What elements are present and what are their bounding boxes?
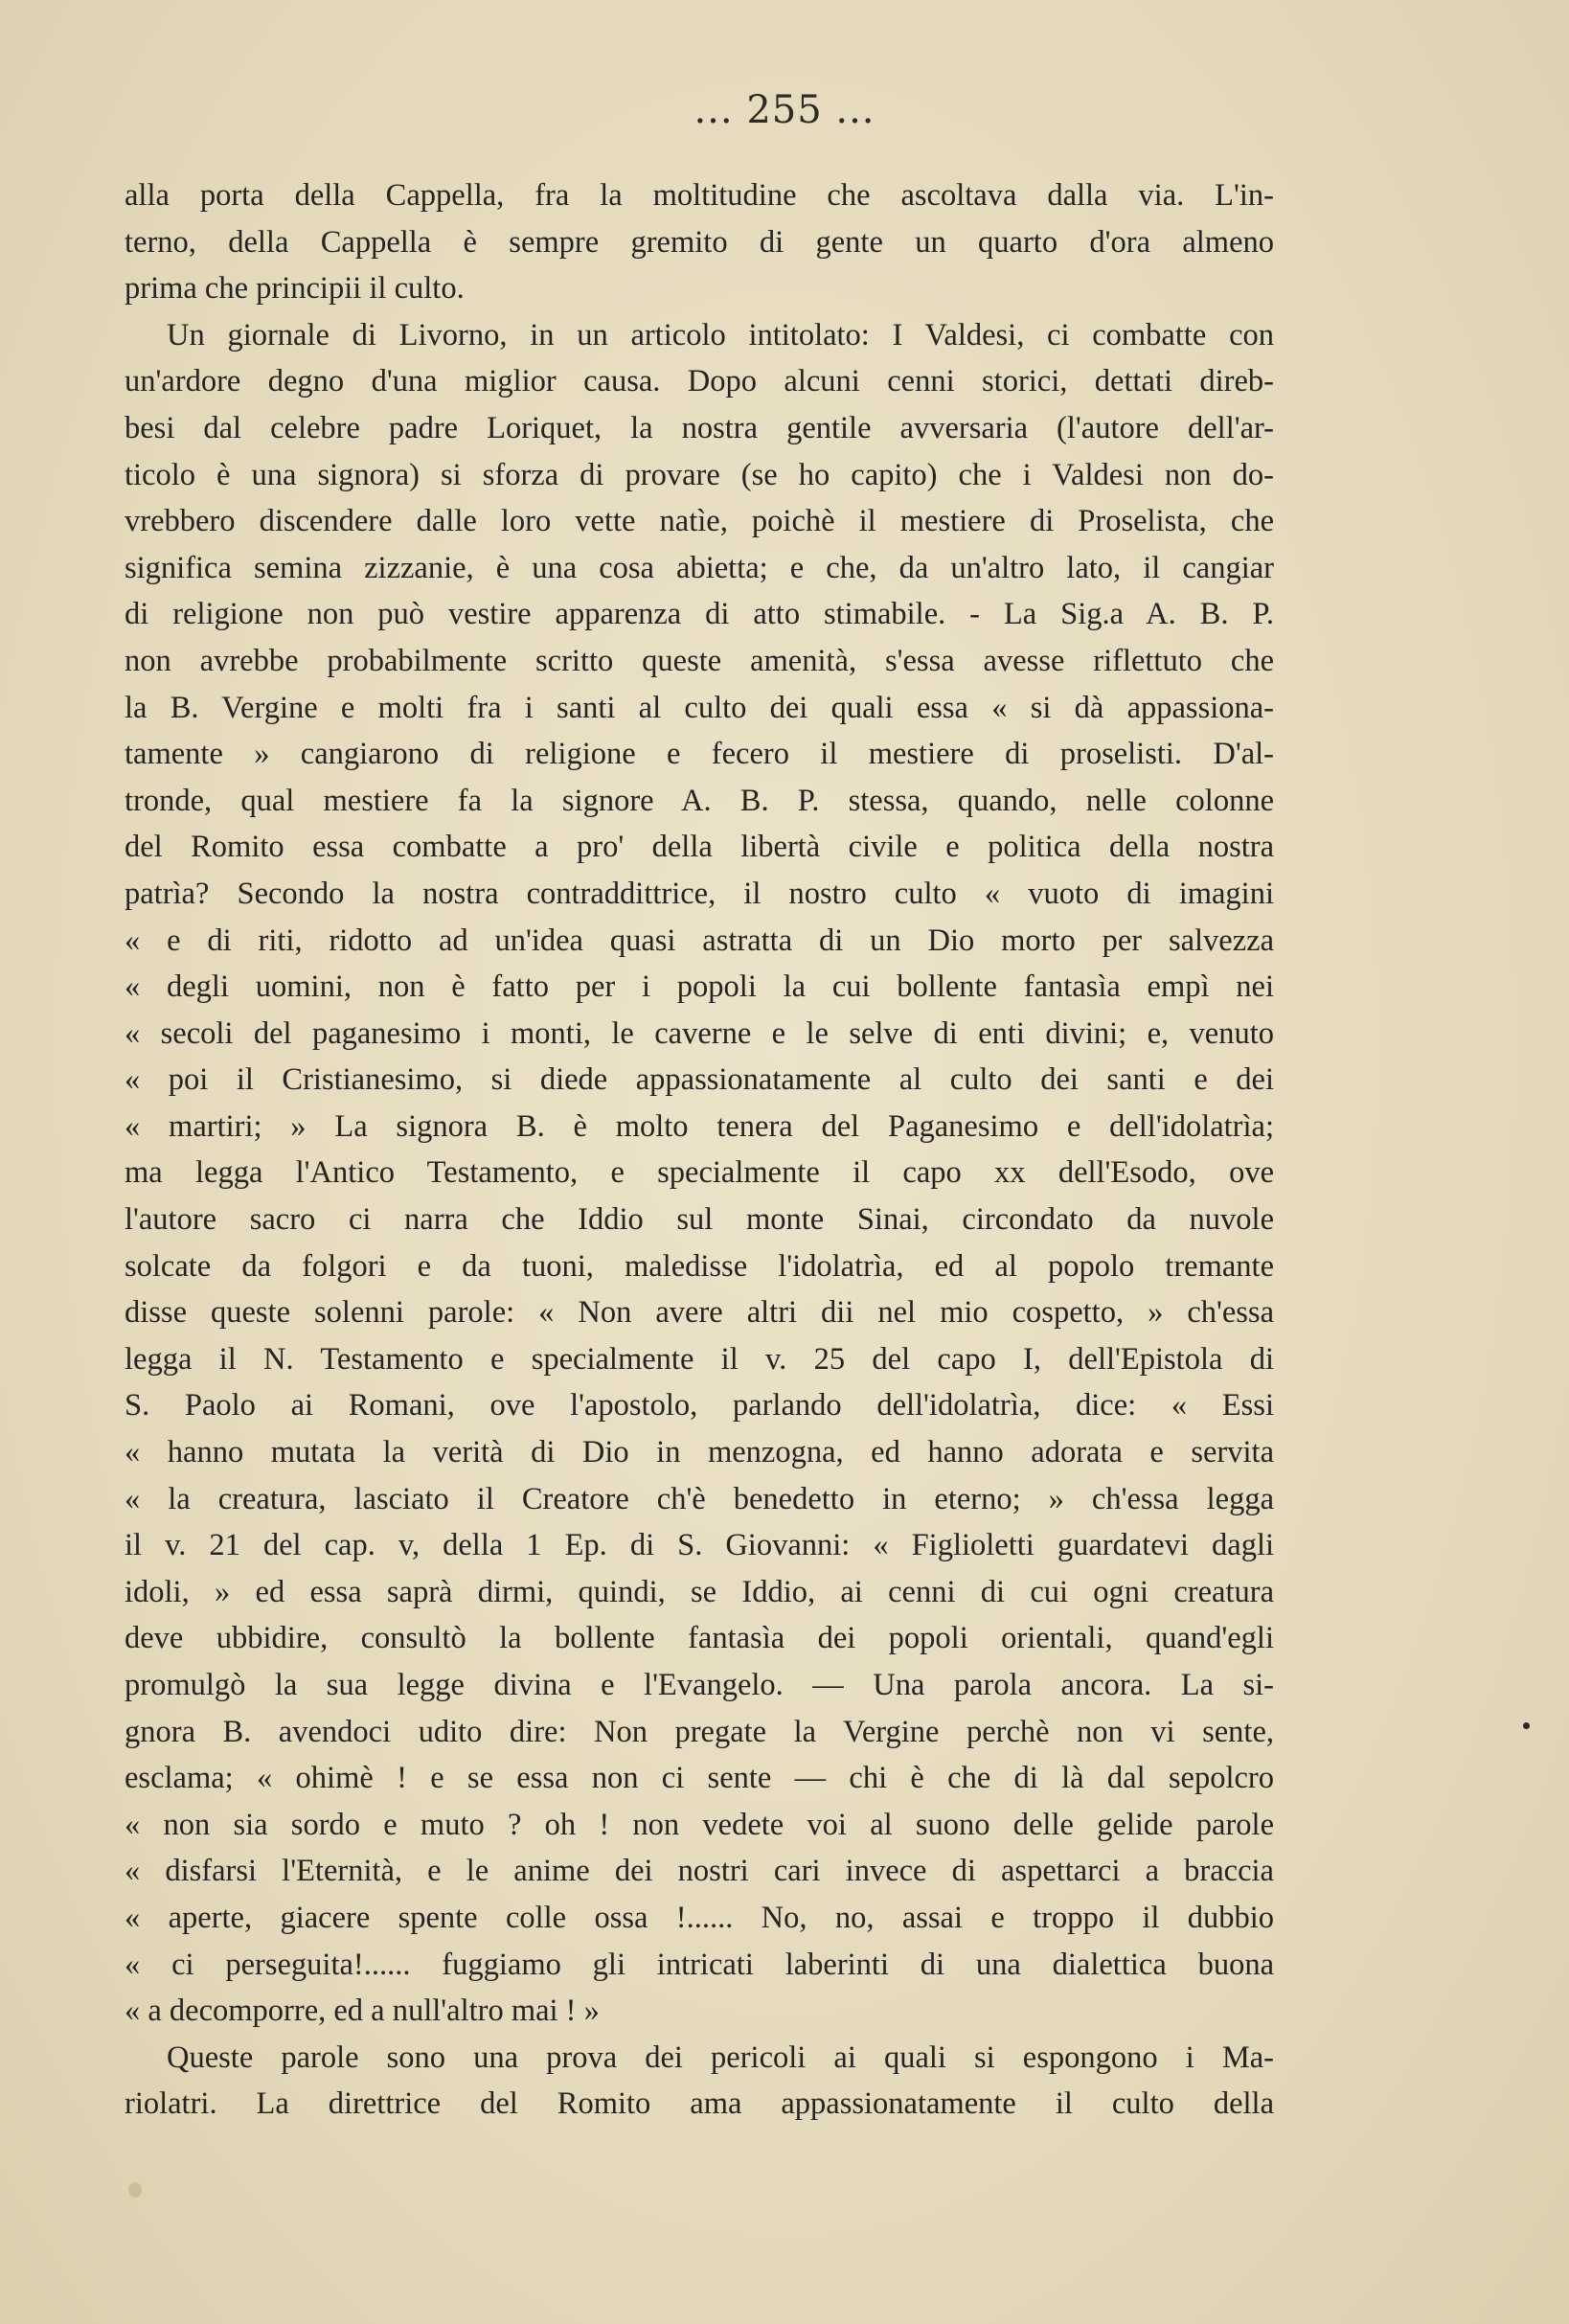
text-line: Queste parole sono una prova dei pericoli ai quali si espongono i Ma- (167, 2039, 1274, 2075)
text-line: patrìa? Secondo la nostra contraddittrice, il nostro culto « vuoto di imagini (125, 876, 1274, 911)
text-line: « disfarsi l'Eternità, e le anime dei nostri cari invece di aspettarci a braccia (125, 1854, 1274, 1889)
text-line: « aperte, giacere spente colle ossa !...... No, no, assai e troppo il dubbio (125, 1900, 1274, 1935)
text-line: promulgò la sua legge divina e l'Evangelo. — Una parola ancora. La si- (125, 1668, 1274, 1702)
text-line: esclama; « ohimè ! e se essa non ci sente — chi è che di là dal sepolcro (125, 1761, 1274, 1796)
page-number: ... 255 ... (694, 88, 875, 132)
text-line: un'ardore degno d'una miglior causa. Dopo alcuni cenni storici, dettati direb- (125, 364, 1274, 399)
text-line: ticolo è una signora) si sforza di provare (se ho capito) che i Valdesi non do- (125, 457, 1274, 492)
text-line: « degli uomini, non è fatto per i popoli la cui bollente fantasìa empì nei (125, 969, 1274, 1005)
text-line: deve ubbidire, consultò la bollente fantasìa dei popoli orientali, quand'egli (125, 1621, 1274, 1656)
text-line: alla porta della Cappella, fra la moltitudine che ascoltava dalla via. L'in- (125, 178, 1274, 213)
text-line: « non sia sordo e muto ? oh ! non vedete voi al suono delle gelide parole (125, 1807, 1274, 1842)
text-line: « secoli del paganesimo i monti, le caverne e le selve di enti divini; e, venuto (125, 1015, 1274, 1051)
text-line: significa semina zizzanie, è una cosa abietta; e che, da un'altro lato, il cangiar (125, 550, 1274, 585)
text-line: tronde, qual mestiere fa la signore A. B. P. stessa, quando, nelle colonne (125, 783, 1274, 818)
text-line: « a decomporre, ed a null'altro mai ! » (125, 1994, 600, 2029)
text-line: ma legga l'Antico Testamento, e specialmente il capo xx dell'Esodo, ove (125, 1155, 1274, 1191)
text-line: besi dal celebre padre Loriquet, la nostra gentile avversaria (l'autore dell'ar- (125, 410, 1274, 445)
margin-dot (1523, 1722, 1530, 1729)
text-line: non avrebbe probabilmente scritto queste amenità, s'essa avesse riflettuto che (125, 643, 1274, 678)
text-line: S. Paolo ai Romani, ove l'apostolo, parlando dell'idolatrìa, dice: « Essi (125, 1388, 1274, 1424)
paper-stain (128, 2182, 142, 2198)
text-line: « hanno mutata la verità di Dio in menzogna, ed hanno adorata e servita (125, 1435, 1274, 1470)
text-line: legga il N. Testamento e specialmente il v. 25 del capo I, dell'Epistola di (125, 1341, 1274, 1377)
text-line: tamente » cangiarono di religione e fecero il mestiere di proselisti. D'al- (125, 737, 1274, 772)
text-line: il v. 21 del cap. v, della 1 Ep. di S. Giovanni: « Figlioletti guardatevi dagli (125, 1528, 1274, 1563)
text-line: l'autore sacro ci narra che Iddio sul monte Sinai, circondato da nuvole (125, 1202, 1274, 1238)
text-line: di religione non può vestire apparenza di atto stimabile. - La Sig.a A. B. P. (125, 597, 1274, 632)
text-line: « e di riti, ridotto ad un'idea quasi astratta di un Dio morto per salvezza (125, 923, 1274, 958)
text-line: « martiri; » La signora B. è molto tenera del Paganesimo e dell'idolatrìa; (125, 1108, 1274, 1144)
text-line: solcate da folgori e da tuoni, maledisse l'idolatrìa, ed al popolo tremante (125, 1248, 1274, 1284)
text-line: « ci perseguita!...... fuggiamo gli intricati laberinti di una dialettica buona (125, 1947, 1274, 1982)
text-line: terno, della Cappella è sempre gremito di gente un quarto d'ora almeno (125, 224, 1274, 260)
text-line: la B. Vergine e molti fra i santi al culto dei quali essa « si dà appassiona- (125, 690, 1274, 725)
text-line: vrebbero discendere dalle loro vette natìe, poichè il mestiere di Proselista, che (125, 504, 1274, 539)
text-line: prima che principii il culto. (125, 271, 465, 307)
text-line: riolatri. La direttrice del Romito ama appassionatamente il culto della (125, 2086, 1274, 2122)
text-line: gnora B. avendoci udito dire: Non pregate la Vergine perchè non vi sente, (125, 1714, 1274, 1749)
text-line: Un giornale di Livorno, in un articolo intitolato: I Valdesi, ci combatte con (167, 317, 1274, 353)
text-line: idoli, » ed essa saprà dirmi, quindi, se Iddio, ai cenni di cui ogni creatura (125, 1574, 1274, 1609)
text-line: « poi il Cristianesimo, si diede appassionatamente al culto dei santi e dei (125, 1062, 1274, 1098)
text-line: disse queste solenni parole: « Non avere altri dii nel mio cospetto, » ch'essa (125, 1295, 1274, 1331)
body-text (125, 172, 1274, 2128)
text-line: del Romito essa combatte a pro' della libertà civile e politica della nostra (125, 830, 1274, 865)
text-line: « la creatura, lasciato il Creatore ch'è benedetto in eterno; » ch'essa legga (125, 1481, 1274, 1516)
